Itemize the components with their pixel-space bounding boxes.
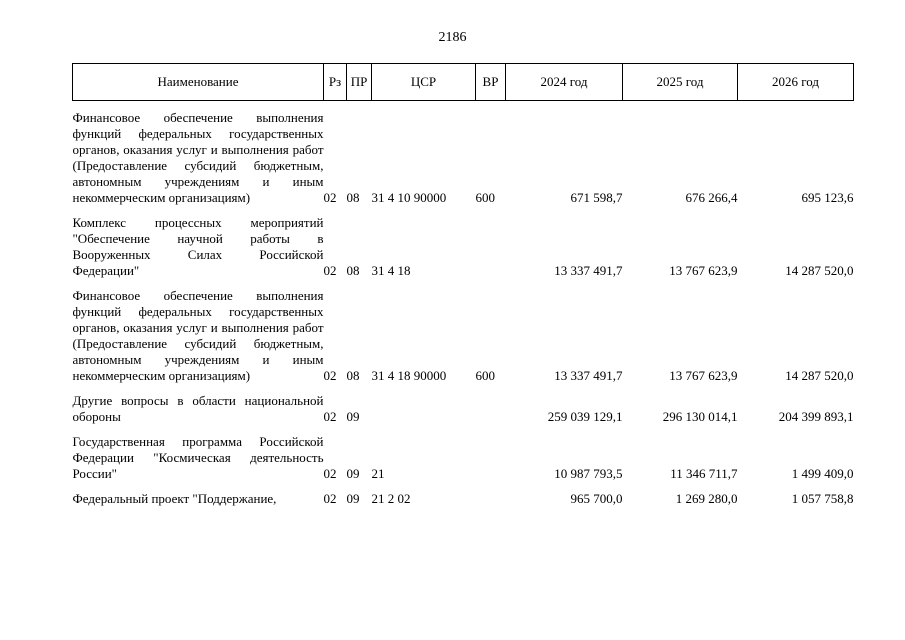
header-pr: ПР [347, 64, 372, 101]
row-2024: 965 700,0 [570, 491, 623, 506]
row-csr: 31 4 10 90000 [371, 190, 447, 205]
row-vr [476, 434, 506, 482]
row-vr: 600 [475, 190, 495, 205]
row-csr: 21 [371, 466, 385, 481]
row-name: Другие вопросы в области национальной обороны [72, 393, 324, 424]
table-row [73, 491, 854, 507]
table-row [73, 110, 854, 206]
row-rz: 02 [323, 263, 337, 278]
row-2025: 13 767 623,9 [669, 263, 738, 278]
table-row [73, 215, 854, 279]
header-name: Наименование [73, 64, 324, 101]
row-2024: 10 987 793,5 [554, 466, 623, 481]
header-rz: Рз [324, 64, 347, 101]
row-2025: 676 266,4 [685, 190, 738, 205]
row-csr: 21 2 02 [371, 491, 411, 506]
row-2024: 13 337 491,7 [554, 368, 623, 383]
header-vr: ВР [476, 64, 506, 101]
row-2026: 1 499 409,0 [791, 466, 854, 481]
row-pr: 08 [346, 190, 360, 205]
row-2024: 671 598,7 [570, 190, 623, 205]
row-2025: 11 346 711,7 [670, 466, 738, 481]
row-2026: 14 287 520,0 [785, 368, 854, 383]
row-name: Комплекс процессных мероприятий "Обеспечение научной работы в Вооруженных Силах Российской Федерации" [72, 215, 324, 278]
row-name: Финансовое обеспечение выполнения функций федеральных государственных органов, оказания услуг и выполнения работ (Предоставление субсидий бюджетным, автономным учреждениям и иным некоммерческим организациям) [72, 288, 324, 383]
row-2026: 204 399 893,1 [778, 409, 854, 424]
header-2025: 2025 год [623, 64, 738, 101]
budget-table [72, 63, 854, 507]
row-pr: 09 [346, 491, 360, 506]
row-csr: 31 4 18 [371, 263, 411, 278]
row-name: Финансовое обеспечение выполнения функций федеральных государственных органов, оказания услуг и выполнения работ (Предоставление субсидий бюджетным, автономным учреждениям и иным некоммерческим организациям) [72, 110, 324, 205]
row-vr [476, 491, 506, 507]
row-pr: 08 [346, 368, 360, 383]
row-vr [476, 215, 506, 279]
row-2024: 259 039 129,1 [547, 409, 623, 424]
header-2024: 2024 год [506, 64, 623, 101]
table-row [73, 393, 854, 425]
row-rz: 02 [323, 491, 337, 506]
row-rz: 02 [323, 466, 337, 481]
row-2024: 13 337 491,7 [554, 263, 623, 278]
row-2026: 14 287 520,0 [785, 263, 854, 278]
row-csr [372, 393, 476, 425]
row-pr: 09 [346, 409, 360, 424]
header-2026: 2026 год [738, 64, 854, 101]
table-row [73, 288, 854, 384]
row-pr: 09 [346, 466, 360, 481]
row-rz: 02 [323, 190, 337, 205]
row-csr: 31 4 18 90000 [371, 368, 447, 383]
row-name: Федеральный проект "Поддержание, [72, 491, 277, 506]
row-2025: 296 130 014,1 [662, 409, 738, 424]
header-csr: ЦСР [372, 64, 476, 101]
page-number: 2186 [438, 30, 467, 45]
row-2025: 13 767 623,9 [669, 368, 738, 383]
row-name: Государственная программа Российской Федерации "Космическая деятельность России" [72, 434, 324, 481]
row-rz: 02 [323, 409, 337, 424]
row-2026: 1 057 758,8 [791, 491, 854, 506]
row-2026: 695 123,6 [801, 190, 854, 205]
row-vr: 600 [475, 368, 495, 383]
row-vr [476, 393, 506, 425]
row-pr: 08 [346, 263, 360, 278]
table-row [73, 434, 854, 482]
row-2025: 1 269 280,0 [675, 491, 738, 506]
row-rz: 02 [323, 368, 337, 383]
table-header [73, 64, 854, 101]
